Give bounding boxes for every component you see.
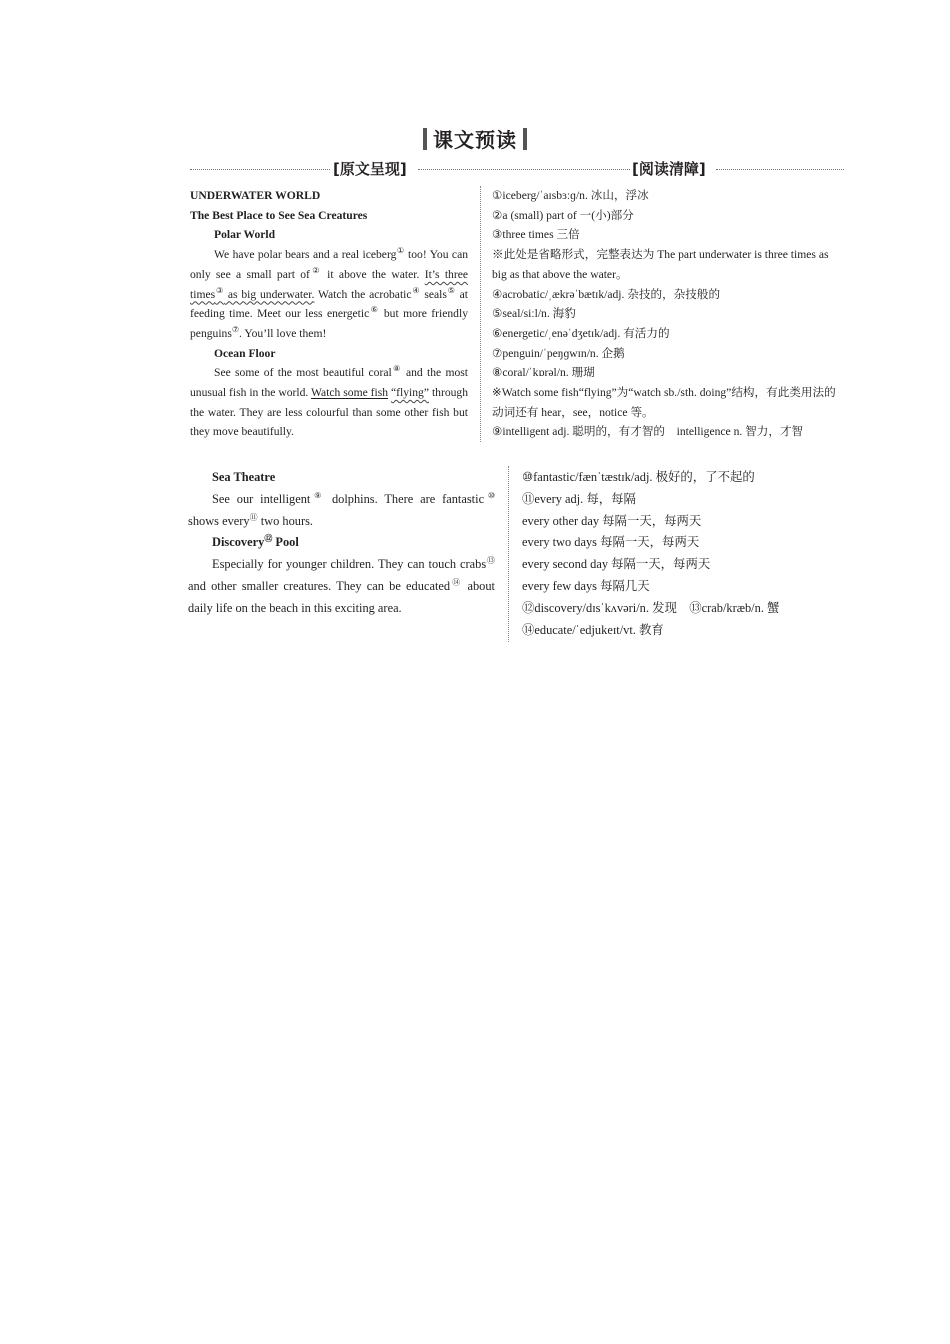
- underlined-word: “flying”: [391, 386, 430, 400]
- note-item: ②a (small) part of 一(小)部分: [492, 208, 634, 222]
- note-item: ⑤seal/siːl/n. 海豹: [492, 307, 576, 321]
- paragraph-polar-world: We have polar bears and a real iceberg① too! You can only see a small part of② it above the water. It’s three times③ as big underwater. Watch the acrobatic④ seals⑤ at feeding time. Meet our less energetic⑥ but more friendly penguins⑦. You’ll love them!: [190, 246, 469, 340]
- note-item: ⑧coral/ˈkɒrəl/n. 珊瑚: [492, 366, 595, 380]
- note-item: ③three times 三倍: [492, 228, 580, 242]
- article-subtitle: The Best Place to See Sea Creatures: [190, 208, 368, 222]
- paragraph-discovery-pool: Especially for younger children. They can touch crabs⑬ and other smaller creatures. They can be educated⑭ about daily life on the beach in this exciting area.: [188, 556, 495, 615]
- section-heading-ocean-floor: Ocean Floor: [214, 346, 276, 360]
- column-divider: [508, 466, 509, 642]
- note-item: ⑪every adj. 每，每隔: [522, 491, 636, 506]
- original-text-label: [原文呈现]: [333, 160, 407, 178]
- note-item: ※此处是省略形式，完整表达为 The part underwater is three times as big as that above the water。: [492, 248, 829, 281]
- title-text: 课文预读: [433, 128, 517, 152]
- original-text-block-2: [188, 467, 495, 620]
- note-item: ⑥energetic/ˌenəˈdʒetɪk/adj. 有活力的: [492, 326, 670, 340]
- paragraph-ocean-floor: See some of the most beautiful coral⑧ and the most unusual fish in the world. Watch some fish “flying” through the water. They are less colourful than some other fish but they move beautifully.: [190, 364, 469, 439]
- reading-notes-label: [阅读清障]: [632, 160, 706, 178]
- underlined-phrase: It’s three times③ as big underwater.: [190, 267, 468, 301]
- notes-block-2: [522, 467, 842, 641]
- note-item: ※Watch some fish“flying”为“watch sb./sth. doing”结构，有此类用法的动词还有 hear，see，notice 等。: [492, 386, 836, 419]
- header-dotted-line: [716, 169, 844, 170]
- original-text-block-1: [190, 186, 468, 442]
- note-item: ⑫discovery/dɪsˈkʌvəri/n. 发现 ⑬crab/kræb/n. 蟹: [522, 600, 780, 615]
- title-bar-right: [523, 128, 527, 150]
- note-item: ⑩fantastic/fænˈtæstɪk/adj. 极好的，了不起的: [522, 470, 755, 484]
- title-bar-left: [423, 128, 427, 150]
- header-dotted-line: [190, 169, 330, 170]
- notes-block-1: [492, 186, 846, 442]
- underlined-phrase: Watch some fish: [311, 386, 389, 400]
- note-item: ⑭educate/ˈedjukeɪt/vt. 教育: [522, 622, 664, 637]
- section-heading-polar-world: Polar World: [214, 228, 276, 242]
- note-item: ⑦penguin/ˈpeŋɡwɪn/n. 企鹅: [492, 346, 625, 360]
- note-item: every few days 每隔几天: [522, 578, 650, 593]
- article-title: UNDERWATER WORLD: [190, 189, 321, 202]
- note-item: ④acrobatic/ˌækrəˈbætɪk/adj. 杂技的，杂技般的: [492, 287, 721, 301]
- note-item: ⑨intelligent adj. 聪明的，有才智的 intelligence n. 智力，才智: [492, 425, 804, 439]
- note-item: every two days 每隔一天，每两天: [522, 535, 700, 550]
- header-dotted-line: [418, 169, 630, 170]
- note-item: every second day 每隔一天，每两天: [522, 557, 711, 572]
- page-title: [0, 124, 950, 153]
- paragraph-sea-theatre: See our intelligent⑨ dolphins. There are fantastic⑩ shows every⑪ two hours.: [188, 490, 496, 528]
- note-item: ①iceberg/ˈaɪsbɜːɡ/n. 冰山，浮冰: [492, 189, 649, 202]
- note-item: every other day 每隔一天，每两天: [522, 513, 702, 528]
- section-heading-discovery-pool: Discovery⑫ Pool: [212, 534, 299, 550]
- section-heading-sea-theatre: Sea Theatre: [212, 470, 276, 484]
- column-divider: [480, 186, 481, 442]
